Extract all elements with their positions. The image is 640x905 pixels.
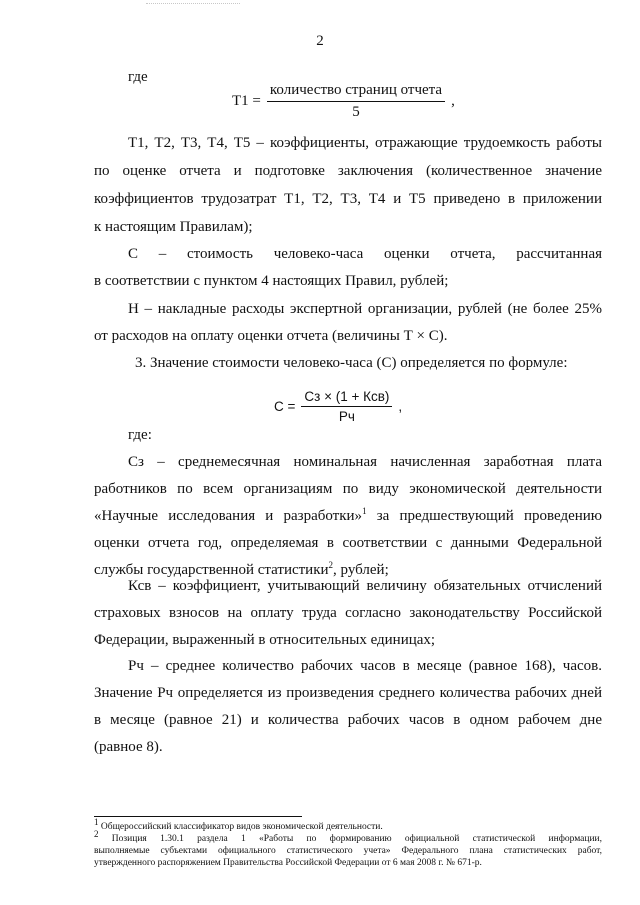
page-number: 2 [316, 33, 324, 49]
formula-c-denominator: Рч [338, 409, 355, 424]
para-cz-line-5-text: службы государственной статистики [94, 562, 329, 578]
footnote-ref-2: 2 [328, 560, 334, 570]
formula-c-numerator: Сз × (1 + Ксв) [301, 389, 392, 407]
formula-c-trail: , [398, 399, 403, 414]
footnote-2-mark: 2 [94, 829, 99, 839]
para-t-line-1: Т1, Т2, Т3, Т4, Т5 – коэффициенты, отражающие трудоемкость работы [128, 135, 602, 151]
para-cz-line-3 [94, 508, 602, 525]
para-cz-line-4: оценки отчета год, определяемая в соответствии с данными Федеральной [94, 535, 602, 551]
para-cz-line-3-text: «Научные исследования и разработки» [94, 508, 363, 524]
para-c-line-2: в соответствии с пунктом 4 настоящих Правил, рублей; [94, 273, 449, 289]
para-ksv-line-2: страховых взносов на оплату труда согласно законодательству Российской [94, 605, 602, 621]
formula-t1-fraction [267, 82, 445, 121]
para-h-line-1: Н – накладные расходы экспертной организации, рублей (не более 25% [128, 301, 602, 317]
para-cz-line-2: работников по всем организациям по виду экономической деятельности [94, 481, 602, 497]
footnote-1-mark: 1 [94, 817, 99, 827]
para-cz-line-3-rest: за предшествующий проведению [366, 508, 602, 524]
where-label: где [128, 69, 148, 85]
para-ksv-line-3: Федерации, выраженный в относительных единицах; [94, 632, 436, 648]
para-rch-line-1: Рч – среднее количество рабочих часов в месяце (равное 168), часов. [128, 658, 602, 674]
formula-t1-lhs: Т1 = [232, 93, 261, 109]
para-c-line-1: С – стоимость человеко-часа оценки отчета, рассчитанная [128, 246, 602, 262]
para-t-line-4: к настоящим Правилам); [94, 219, 253, 235]
para-rch-line-4: (равное 8). [94, 739, 163, 755]
footnote-1 [94, 817, 383, 833]
para-t-line-2: по оценке отчета и подготовке заключения (количественное значение [94, 163, 602, 179]
footnote-ref-1: 1 [362, 506, 367, 516]
para-t-line-3: коэффициентов трудозатрат Т1, Т2, Т3, Т4 и Т5 приведено в приложении [94, 191, 602, 207]
footnote-divider [94, 816, 302, 817]
para-rch-line-2: Значение Рч определяется из произведения среднего количества рабочих дней [94, 685, 602, 701]
para-cz-line-5-rest: , рублей; [333, 562, 389, 578]
footnote-2-line-1 [94, 829, 602, 845]
where-label-2: где: [128, 427, 152, 443]
para-cz-line-1: Сз – среднемесячная номинальная начисленная заработная плата [128, 454, 602, 470]
footnote-2-text-1: Позиция 1.30.1 раздела 1 «Работы по формированию официальной статистической информации, [111, 834, 602, 845]
para-rch-line-3: в месяце (равное 21) и количества рабочих часов в одном рабочем дне [94, 712, 602, 728]
scan-edge-mark [146, 3, 240, 4]
formula-c [274, 389, 402, 424]
formula-t1 [232, 82, 455, 121]
formula-t1-trail: , [451, 93, 455, 109]
formula-c-fraction [301, 389, 392, 424]
formula-t1-denominator: 5 [352, 104, 360, 120]
para-cz-line-5 [94, 562, 389, 579]
item-3: 3. Значение стоимости человеко-часа (С) определяется по формуле: [135, 355, 568, 371]
footnote-1-text: Общероссийский классификатор видов экономической деятельности. [100, 822, 383, 833]
para-ksv-line-1: Ксв – коэффициент, учитывающий величину обязательных отчислений [128, 578, 602, 594]
footnote-2-line-3: утвержденного распоряжением Правительства Российской Федерации от 6 мая 2008 г. № 671-р. [94, 858, 482, 868]
formula-t1-numerator: количество страниц отчета [267, 82, 445, 102]
para-h-line-2: от расходов на оплату оценки отчета (величины Т × С). [94, 328, 448, 344]
formula-c-lhs: С = [274, 399, 296, 414]
footnote-2-line-2: выполняемые субъектами официального статистического учета» Федерального плана статистических работ, [94, 846, 602, 856]
